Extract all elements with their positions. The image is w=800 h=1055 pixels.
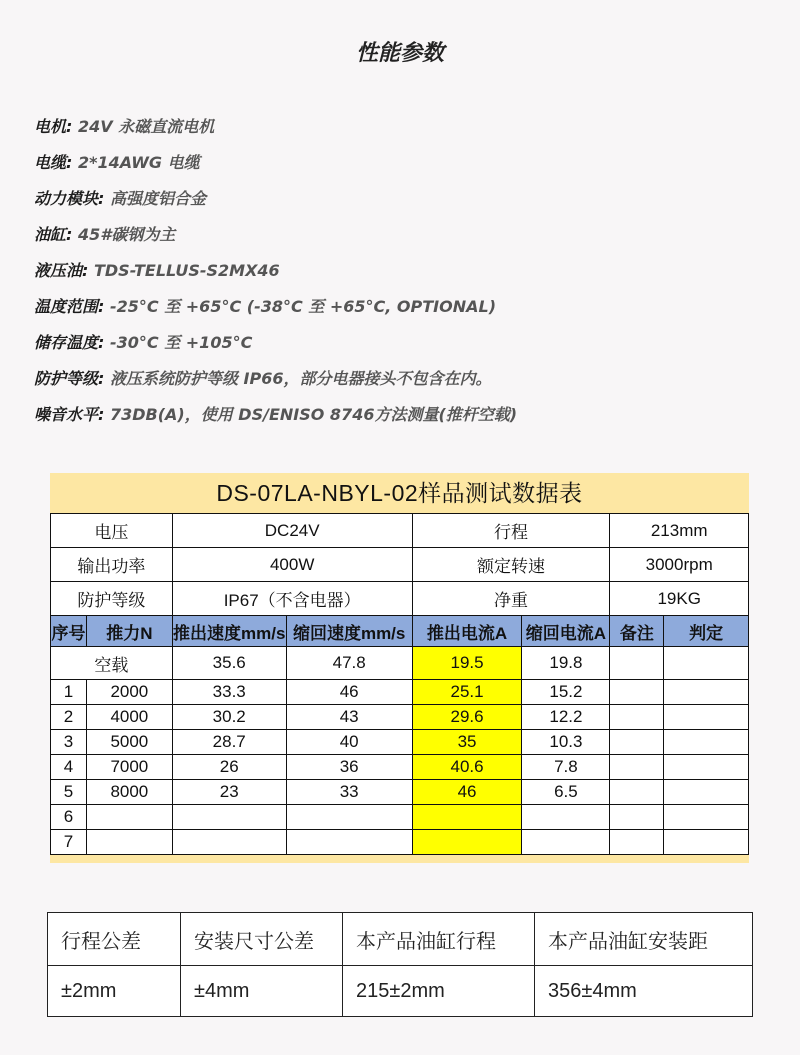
tolerance-header: 本产品油缸安装距 (535, 913, 753, 966)
spec-value: 45#碳钢为主 (77, 225, 176, 244)
info-label: 额定转速 (412, 548, 610, 582)
spec-temperature-range (34, 292, 774, 328)
tolerance-value: ±2mm (48, 966, 181, 1017)
cell-push-speed: 23 (172, 780, 286, 805)
cell-force (86, 805, 172, 830)
cell-judgement (664, 780, 749, 805)
cell-push-current: 29.6 (412, 705, 522, 730)
tolerance-header: 安装尺寸公差 (181, 913, 343, 966)
cell-retract-speed: 47.8 (286, 647, 412, 680)
tolerance-table (47, 912, 753, 1017)
spec-storage-temperature (34, 328, 774, 364)
cell-retract-current: 6.5 (522, 780, 610, 805)
spec-cable (34, 148, 774, 184)
table-row-noload (51, 647, 749, 680)
table-row (51, 755, 749, 780)
tolerance-value: 356±4mm (535, 966, 753, 1017)
tolerance-header-row (48, 913, 753, 966)
column-header: 推出速度mm/s (172, 616, 286, 647)
cell-retract-speed (286, 805, 412, 830)
info-value: 400W (172, 548, 412, 582)
cell-judgement (664, 680, 749, 705)
sheet-title: DS-07LA-NBYL-02样品测试数据表 (216, 480, 583, 506)
cell-remark (610, 830, 664, 855)
info-row-protection (51, 582, 749, 616)
cell-no: 2 (51, 705, 87, 730)
cell-no: 5 (51, 780, 87, 805)
column-header: 备注 (610, 616, 664, 647)
cell-remark (610, 755, 664, 780)
cell-force: 4000 (86, 705, 172, 730)
info-row-power (51, 548, 749, 582)
spec-label: 防护等级: (34, 369, 105, 388)
cell-remark (610, 680, 664, 705)
cell-no: 4 (51, 755, 87, 780)
spec-value: 24V 永磁直流电机 (77, 117, 215, 136)
cell-push-current: 35 (412, 730, 522, 755)
cell-force: 8000 (86, 780, 172, 805)
spec-value: -25°C 至 +65°C (-38°C 至 +65°C, OPTIONAL) (109, 297, 497, 316)
test-data-sheet (50, 473, 749, 863)
cell-retract-speed (286, 830, 412, 855)
spec-hydraulic-oil (34, 256, 774, 292)
info-value: DC24V (172, 514, 412, 548)
cell-push-current (412, 805, 522, 830)
info-label: 输出功率 (51, 548, 173, 582)
cell-no: 3 (51, 730, 87, 755)
spec-value: 高强度铝合金 (109, 189, 206, 208)
page-title: 性能参数 (355, 41, 444, 66)
cell-remark (610, 647, 664, 680)
cell-remark (610, 705, 664, 730)
cell-force (86, 830, 172, 855)
tolerance-value-row (48, 966, 753, 1017)
spec-label: 温度范围: (34, 297, 105, 316)
spec-label: 动力模块: (34, 189, 105, 208)
spec-value: 2*14AWG 电缆 (77, 153, 200, 172)
column-header: 判定 (664, 616, 749, 647)
spec-label: 电机: (34, 117, 73, 136)
spec-label: 电缆: (34, 153, 73, 172)
column-header: 推力N (86, 616, 172, 647)
cell-push-current: 25.1 (412, 680, 522, 705)
spec-label: 液压油: (34, 261, 89, 280)
tolerance-value: 215±2mm (343, 966, 535, 1017)
cell-push-current: 40.6 (412, 755, 522, 780)
info-value: IP67（不含电器） (172, 582, 412, 616)
cell-retract-current (522, 830, 610, 855)
spec-list (34, 112, 774, 436)
cell-retract-current: 19.8 (522, 647, 610, 680)
cell-no: 7 (51, 830, 87, 855)
cell-push-speed (172, 830, 286, 855)
info-label: 防护等级 (51, 582, 173, 616)
info-label: 电压 (51, 514, 173, 548)
cell-retract-speed: 46 (286, 680, 412, 705)
sheet-bottom-band (50, 856, 749, 863)
cell-no: 1 (51, 680, 87, 705)
tolerance-header: 本产品油缸行程 (343, 913, 535, 966)
test-data-table (50, 513, 749, 855)
cell-retract-current: 12.2 (522, 705, 610, 730)
cell-retract-speed: 36 (286, 755, 412, 780)
cell-retract-speed: 40 (286, 730, 412, 755)
tolerance-value: ±4mm (181, 966, 343, 1017)
cell-retract-speed: 33 (286, 780, 412, 805)
cell-no: 6 (51, 805, 87, 830)
cell-push-speed: 26 (172, 755, 286, 780)
table-row (51, 680, 749, 705)
spec-protection-level (34, 364, 774, 400)
noload-label: 空载 (51, 647, 173, 680)
cell-judgement (664, 647, 749, 680)
cell-judgement (664, 830, 749, 855)
cell-retract-current (522, 805, 610, 830)
cell-push-speed: 33.3 (172, 680, 286, 705)
cell-push-speed: 28.7 (172, 730, 286, 755)
table-row (51, 730, 749, 755)
column-header: 序号 (51, 616, 87, 647)
cell-judgement (664, 805, 749, 830)
column-header: 推出电流A (412, 616, 522, 647)
cell-force: 5000 (86, 730, 172, 755)
info-label: 行程 (412, 514, 610, 548)
table-row (51, 705, 749, 730)
spec-label: 噪音水平: (34, 405, 105, 424)
cell-push-current: 19.5 (412, 647, 522, 680)
spec-cylinder (34, 220, 774, 256)
info-row-voltage (51, 514, 749, 548)
spec-label: 油缸: (34, 225, 73, 244)
cell-judgement (664, 755, 749, 780)
cell-remark (610, 730, 664, 755)
cell-retract-current: 15.2 (522, 680, 610, 705)
cell-force: 7000 (86, 755, 172, 780)
table-row (51, 805, 749, 830)
cell-push-current (412, 830, 522, 855)
spec-value: -30°C 至 +105°C (109, 333, 253, 352)
column-header: 缩回电流A (522, 616, 610, 647)
cell-push-speed: 35.6 (172, 647, 286, 680)
cell-judgement (664, 705, 749, 730)
spec-label: 储存温度: (34, 333, 105, 352)
cell-judgement (664, 730, 749, 755)
cell-retract-speed: 43 (286, 705, 412, 730)
cell-force: 2000 (86, 680, 172, 705)
spec-value: 液压系统防护等级 IP66，部分电器接头不包含在内。 (109, 369, 492, 388)
info-value: 3000rpm (610, 548, 749, 582)
info-value: 213mm (610, 514, 749, 548)
cell-retract-current: 7.8 (522, 755, 610, 780)
spec-motor (34, 112, 774, 148)
tolerance-header: 行程公差 (48, 913, 181, 966)
spec-power-module (34, 184, 774, 220)
info-value: 19KG (610, 582, 749, 616)
spec-value: TDS-TELLUS-S2MX46 (93, 261, 280, 280)
column-header: 缩回速度mm/s (286, 616, 412, 647)
cell-push-speed: 30.2 (172, 705, 286, 730)
info-label: 净重 (412, 582, 610, 616)
cell-push-speed (172, 805, 286, 830)
column-header-row (51, 616, 749, 647)
cell-push-current: 46 (412, 780, 522, 805)
cell-remark (610, 780, 664, 805)
table-row (51, 830, 749, 855)
spec-noise-level (34, 400, 774, 436)
spec-value: 73DB(A)，使用 DS/ENISO 8746方法测量(推杆空载) (109, 405, 518, 424)
table-row (51, 780, 749, 805)
cell-retract-current: 10.3 (522, 730, 610, 755)
cell-remark (610, 805, 664, 830)
